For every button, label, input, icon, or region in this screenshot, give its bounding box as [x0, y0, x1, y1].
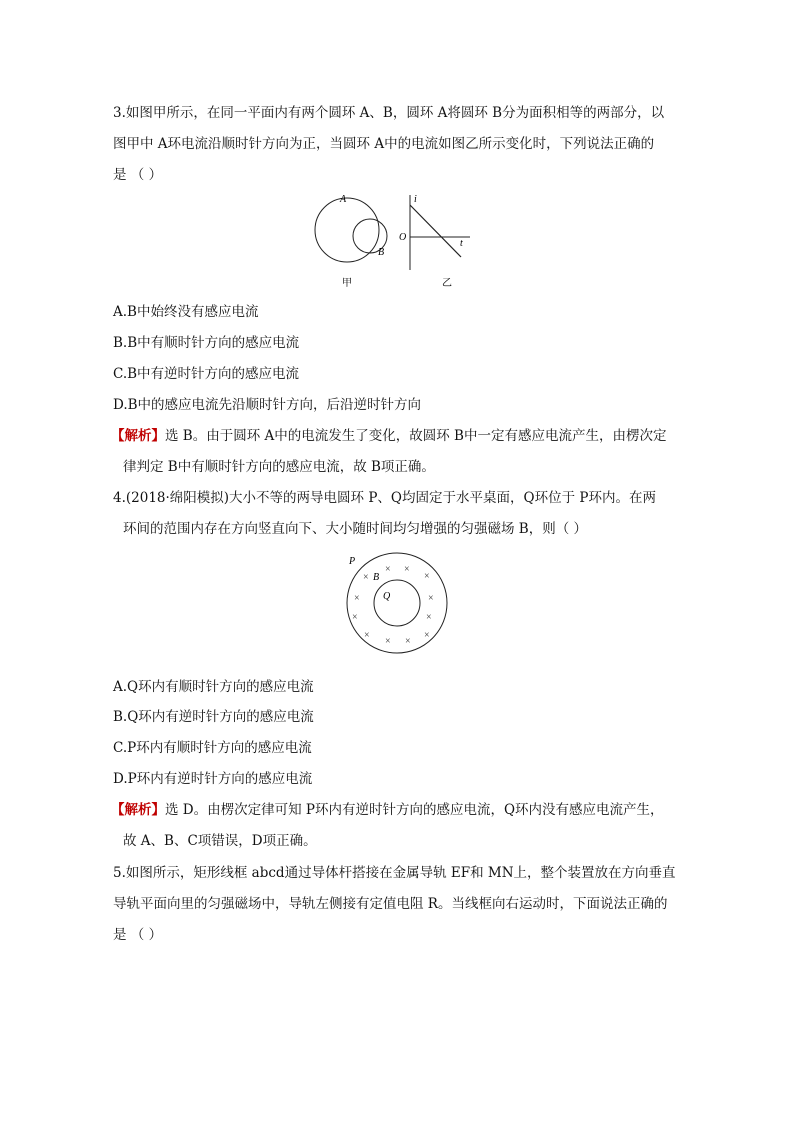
q3-option-b: B.B中有顺时针方向的感应电流: [113, 335, 300, 351]
analysis-text: 选 B。由于圆环 A中的电流发生了变化，故圆环 B中一定有感应电流产生，由楞次定: [165, 428, 667, 444]
q4-analysis-line-1: [111, 801, 664, 819]
analysis-tag: 【解析】: [111, 428, 165, 444]
ring-b-label: B: [378, 247, 385, 258]
field-cross: ×: [424, 571, 430, 582]
q3-analysis-line-2: 律判定 B中有顺时针方向的感应电流，故 B项正确。: [123, 459, 435, 475]
q3-option-c: C.B中有逆时针方向的感应电流: [113, 366, 300, 382]
field-cross: ×: [428, 593, 434, 604]
q3-stem-line-1: 3.如图甲所示，在同一平面内有两个圆环 A、B，圆环 A将圆环 B分为面积相等的两部分，以: [113, 105, 665, 121]
q4-stem-line-2: 环间的范围内存在方向竖直向下、大小随时间均匀增强的匀强磁场 B，则（ ）: [123, 521, 588, 537]
ring-a: [315, 198, 379, 262]
q5-stem-line-1: 5.如图所示，矩形线框 abcd通过导体杆搭接在金属导轨 EF和 MN上，整个装置放在方向垂直: [113, 865, 676, 881]
q4-figure: [340, 550, 460, 662]
ring-q: [374, 580, 420, 626]
q4-option-d: D.P环内有逆时针方向的感应电流: [113, 771, 313, 787]
field-cross: ×: [354, 593, 360, 604]
figure-caption-jia: 甲: [342, 278, 352, 289]
ring-p-label: P: [349, 556, 356, 567]
q3-option-a: A.B中始终没有感应电流: [113, 304, 259, 320]
field-crosses: [352, 564, 434, 647]
field-cross: ×: [385, 636, 391, 647]
q3-stem-line-3: 是 （ ）: [113, 167, 163, 183]
q3-option-d: D.B中的感应电流先沿顺时针方向，后沿逆时针方向: [113, 397, 422, 413]
analysis-text: 选 D。由楞次定律可知 P环内有逆时针方向的感应电流，Q环内没有感应电流产生，: [165, 802, 664, 818]
field-cross: ×: [405, 636, 411, 647]
field-cross: ×: [363, 572, 369, 583]
q3-analysis-line-1: [111, 427, 666, 445]
field-cross: ×: [426, 612, 432, 623]
q4-option-a: A.Q环内有顺时针方向的感应电流: [113, 679, 314, 695]
q5-stem-line-2: 导轨平面向里的匀强磁场中，导轨左侧接有定值电阻 R。当线框向右运动时，下面说法正确的: [113, 896, 668, 912]
q4-option-b: B.Q环内有逆时针方向的感应电流: [113, 709, 314, 725]
field-cross: ×: [385, 564, 391, 575]
field-cross: ×: [364, 630, 370, 641]
current-line: [410, 205, 461, 257]
q4-stem-line-1: 4.(2018·绵阳模拟)大小不等的两导电圆环 P、Q均固定于水平桌面，Q环位于 P环内。在两: [113, 490, 656, 506]
q4-analysis-line-2: 故 A、B、C项错误，D项正确。: [123, 833, 317, 849]
field-cross: ×: [352, 612, 358, 623]
origin-label: O: [399, 232, 407, 243]
i-axis-label: i: [414, 194, 417, 205]
field-cross: ×: [424, 630, 430, 641]
q3-stem-line-2: 图甲中 A环电流沿顺时针方向为正，当圆环 A中的电流如图乙所示变化时，下列说法正确的: [113, 136, 655, 152]
field-cross: ×: [404, 564, 410, 575]
t-axis-label: t: [460, 238, 463, 249]
ring-a-label: A: [340, 194, 347, 205]
q4-option-c: C.P环内有顺时针方向的感应电流: [113, 740, 312, 756]
q5-stem-line-3: 是 （ ）: [113, 927, 163, 943]
q3-figure: [300, 190, 470, 295]
analysis-tag: 【解析】: [111, 802, 165, 818]
figure-caption-yi: 乙: [442, 278, 452, 289]
field-b-label: B: [373, 572, 380, 583]
ring-q-label: Q: [383, 591, 391, 602]
